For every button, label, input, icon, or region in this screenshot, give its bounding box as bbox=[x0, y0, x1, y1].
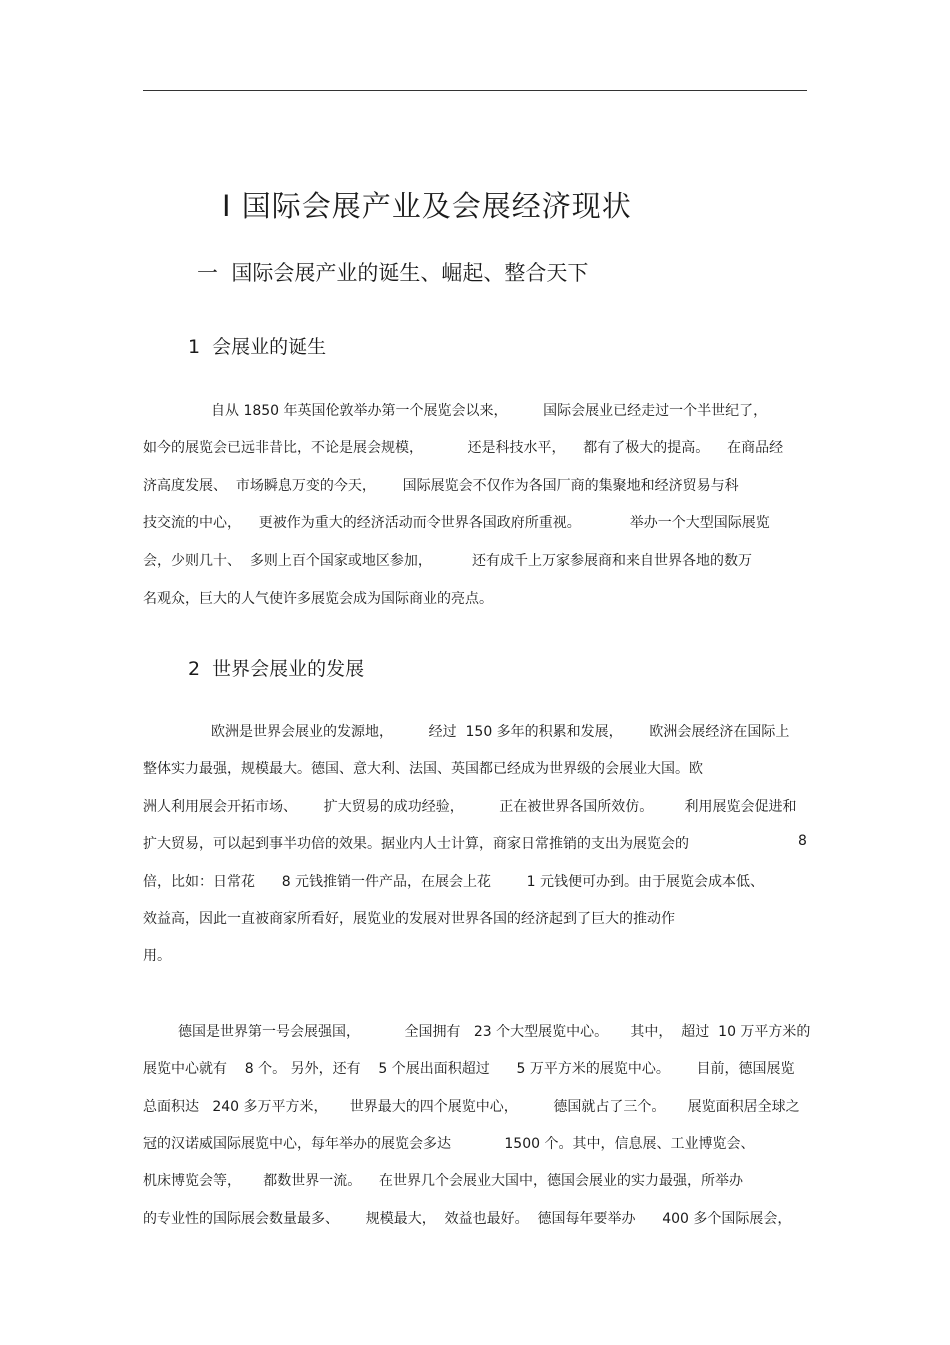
paragraph-trailing-number: 8 bbox=[798, 833, 807, 849]
section-heading: 一 国际会展产业的诞生、崛起、整合天下 bbox=[197, 261, 589, 285]
paragraph-line: 德国是世界第一号会展强国， 全国拥有 23 个大型展览中心。 其中， 超过 10 万平方米的 bbox=[178, 1024, 811, 1040]
paragraph-line: 总面积达 240 多万平方米， 世界最大的四个展览中心， 德国就占了三个。 展览面积居全球之 bbox=[143, 1099, 800, 1115]
paragraph-line: 用。 bbox=[143, 948, 171, 964]
paragraph-line: 效益高，因此一直被商家所看好，展览业的发展对世界各国的经济起到了巨大的推动作 bbox=[143, 911, 675, 927]
paragraph-line: 会，少则几十、 多则上百个国家或地区参加， 还有成千上万家参展商和来自世界各地的数万 bbox=[143, 553, 752, 569]
paragraph-line: 技交流的中心， 更被作为重大的经济活动而令世界各国政府所重视。 举办一个大型国际展览 bbox=[143, 515, 770, 531]
subsection-2-heading: 2 世界会展业的发展 bbox=[188, 658, 365, 680]
header-rule bbox=[143, 90, 807, 91]
document-title: Ⅰ 国际会展产业及会展经济现状 bbox=[222, 189, 632, 223]
paragraph-line: 冠的汉诺威国际展览中心，每年举办的展览会多达 1500 个。其中，信息展、工业博览会、 bbox=[143, 1136, 755, 1152]
subsection-1-heading: 1 会展业的诞生 bbox=[188, 336, 327, 358]
paragraph-line: 济高度发展、 市场瞬息万变的今天， 国际展览会不仅作为各国厂商的集聚地和经济贸易与科 bbox=[143, 478, 739, 494]
paragraph-line: 自从 1850 年英国伦敦举办第一个展览会以来， 国际会展业已经走过一个半世纪了， bbox=[211, 403, 768, 419]
paragraph-line: 欧洲是世界会展业的发源地， 经过 150 多年的积累和发展， 欧洲会展经济在国际上 bbox=[211, 724, 790, 740]
paragraph-line: 展览中心就有 8 个。 另外，还有 5 个展出面积超过 5 万平方米的展览中心。 目前，德国展览 bbox=[143, 1061, 795, 1077]
paragraph-line: 倍，比如：日常花 8 元钱推销一件产品，在展会上花 1 元钱便可办到。由于展览会成本低、 bbox=[143, 874, 765, 890]
paragraph-line: 的专业性的国际展会数量最多、 规模最大， 效益也最好。 德国每年要举办 400 多个国际展会， bbox=[143, 1211, 792, 1227]
paragraph-line: 洲人利用展会开拓市场、 扩大贸易的成功经验， 正在被世界各国所效仿。 利用展览会促进和 bbox=[143, 799, 797, 815]
paragraph-line: 整体实力最强，规模最大。德国、意大利、法国、英国都已经成为世界级的会展业大国。欧 bbox=[143, 761, 703, 777]
paragraph-line: 扩大贸易，可以起到事半功倍的效果。据业内人士计算，商家日常推销的支出为展览会的 bbox=[143, 836, 689, 852]
paragraph-line: 名观众，巨大的人气使许多展览会成为国际商业的亮点。 bbox=[143, 591, 493, 607]
paragraph-line: 机床博览会等， 都数世界一流。 在世界几个会展业大国中，德国会展业的实力最强，所举办 bbox=[143, 1173, 744, 1189]
paragraph-line: 如今的展览会已远非昔比，不论是展会规模， 还是科技水平， 都有了极大的提高。 在商品经 bbox=[143, 440, 784, 456]
